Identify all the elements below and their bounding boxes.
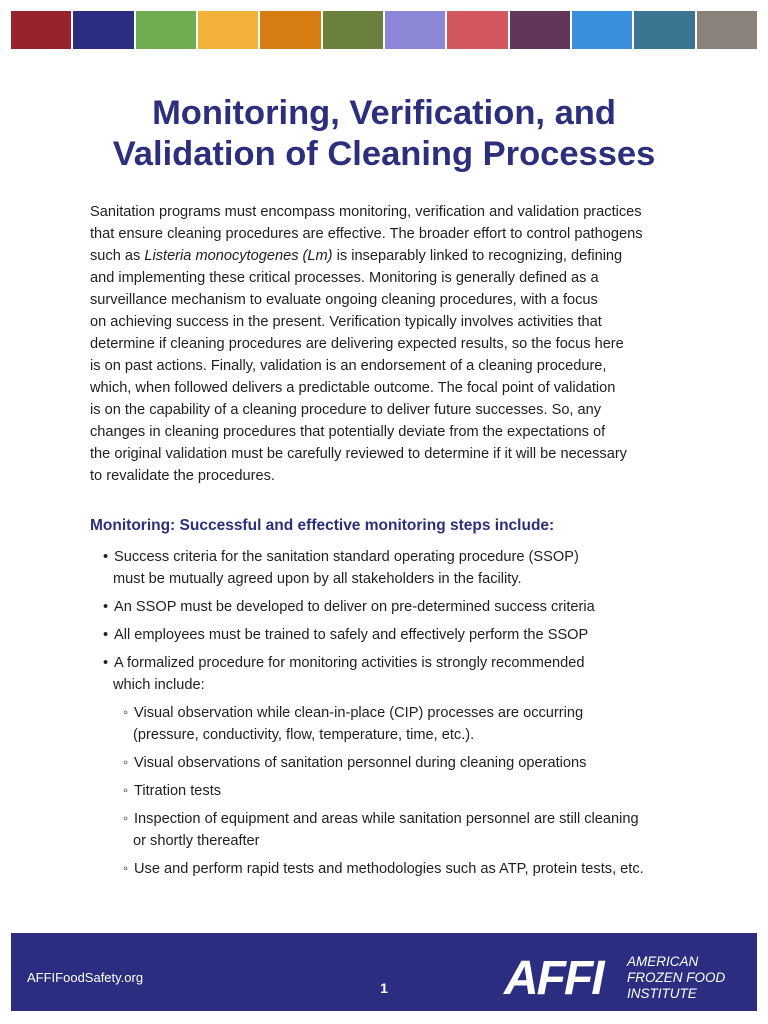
list-item xyxy=(103,546,703,590)
intro-text: such as xyxy=(90,248,145,264)
intro-line xyxy=(90,245,690,267)
title-line-2: Validation of Cleaning Processes xyxy=(112,135,656,173)
color-swatch xyxy=(198,11,258,49)
intro-paragraph xyxy=(90,201,690,487)
intro-line: that ensure cleaning procedures are effective. The broader effort to control pathogens xyxy=(90,226,643,242)
sub-bullet-icon: ◦ xyxy=(123,705,129,721)
color-stripe-bar xyxy=(11,11,757,49)
list-item-text: Visual observation while clean-in-place (CIP) processes are occurring xyxy=(134,705,584,721)
list-item-text: Titration tests xyxy=(134,783,222,799)
list-item-text: Success criteria for the sanitation standard operating procedure (SSOP) xyxy=(114,549,579,565)
website-link[interactable]: AFFIFoodSafety.org xyxy=(27,970,144,985)
monitoring-heading: Monitoring: Successful and effective monitoring steps include: xyxy=(90,517,555,534)
sub-bullet-icon: ◦ xyxy=(123,811,129,827)
sub-bullet-icon: ◦ xyxy=(123,783,129,799)
list-item-text: which include: xyxy=(113,677,205,693)
color-swatch xyxy=(572,11,632,49)
list-item xyxy=(103,624,703,646)
list-item-text: All employees must be trained to safely and effectively perform the SSOP xyxy=(114,627,589,643)
logo-line: FROZEN FOOD xyxy=(627,970,726,985)
sub-list-item xyxy=(103,702,703,746)
intro-line: Sanitation programs must encompass monitoring, verification and validation practices xyxy=(90,204,642,220)
bullet-icon: • xyxy=(103,655,109,671)
bullet-icon: • xyxy=(103,599,109,615)
color-swatch xyxy=(323,11,383,49)
list-item-text: Visual observations of sanitation personnel during cleaning operations xyxy=(134,755,587,771)
list-item-text: An SSOP must be developed to deliver on pre-determined success criteria xyxy=(114,599,595,615)
logo-wordmark xyxy=(627,954,725,1002)
intro-text: is inseparably linked to recognizing, defining xyxy=(332,248,623,264)
bullet-icon: • xyxy=(103,549,109,565)
intro-line: which, when followed delivers a predictable outcome. The focal point of validation xyxy=(90,380,616,396)
bullet-icon: • xyxy=(103,627,109,643)
logo-line: INSTITUTE xyxy=(627,986,697,1001)
color-swatch xyxy=(260,11,320,49)
intro-line: surveillance mechanism to evaluate ongoing cleaning procedures, with a focus xyxy=(90,292,598,308)
intro-line: changes in cleaning procedures that potentially deviate from the expectations of xyxy=(90,424,606,440)
sub-list-item xyxy=(103,808,703,852)
list-item xyxy=(103,596,703,618)
sub-list-item xyxy=(103,858,703,880)
color-swatch xyxy=(385,11,445,49)
intro-line: to revalidate the procedures. xyxy=(90,468,275,484)
title-line-1: Monitoring, Verification, and xyxy=(152,94,616,132)
intro-line: is on the capability of a cleaning procedure to deliver future successes. So, any xyxy=(90,402,602,418)
color-swatch xyxy=(634,11,694,49)
color-swatch xyxy=(136,11,196,49)
color-swatch xyxy=(697,11,757,49)
list-item-text: A formalized procedure for monitoring activities is strongly recommended xyxy=(114,655,585,671)
color-swatch xyxy=(510,11,570,49)
list-item-text: or shortly thereafter xyxy=(133,833,260,849)
species-name: Listeria monocytogenes (Lm) xyxy=(144,248,333,264)
sub-bullet-icon: ◦ xyxy=(123,755,129,771)
page-footer xyxy=(11,933,757,1011)
intro-line: and implementing these critical processes. Monitoring is generally defined as a xyxy=(90,270,599,286)
intro-line: determine if cleaning procedures are delivering expected results, so the focus here xyxy=(90,336,624,352)
list-item-text: Inspection of equipment and areas while sanitation personnel are still cleaning xyxy=(134,811,639,827)
list-item xyxy=(103,652,703,696)
list-item-text: Use and perform rapid tests and methodologies such as ATP, protein tests, etc. xyxy=(134,861,644,877)
page-number: 1 xyxy=(380,980,388,996)
color-swatch xyxy=(11,11,71,49)
intro-line: is on past actions. Finally, validation is an endorsement of a cleaning procedure, xyxy=(90,358,607,374)
logo-line: AMERICAN xyxy=(627,954,699,969)
sub-list-item xyxy=(103,780,703,802)
sub-list-item xyxy=(103,752,703,774)
sub-bullet-icon: ◦ xyxy=(123,861,129,877)
list-item-text: (pressure, conductivity, flow, temperature, time, etc.). xyxy=(133,727,475,743)
list-item-text: must be mutually agreed upon by all stakeholders in the facility. xyxy=(113,571,522,587)
page-title xyxy=(0,93,768,175)
affi-logo: AFFI xyxy=(504,952,603,1005)
color-swatch xyxy=(447,11,507,49)
monitoring-list xyxy=(103,546,703,886)
intro-line: the original validation must be carefully reviewed to determine if it will be necessary xyxy=(90,446,627,462)
color-swatch xyxy=(73,11,133,49)
intro-line: on achieving success in the present. Verification typically involves activities that xyxy=(90,314,602,330)
